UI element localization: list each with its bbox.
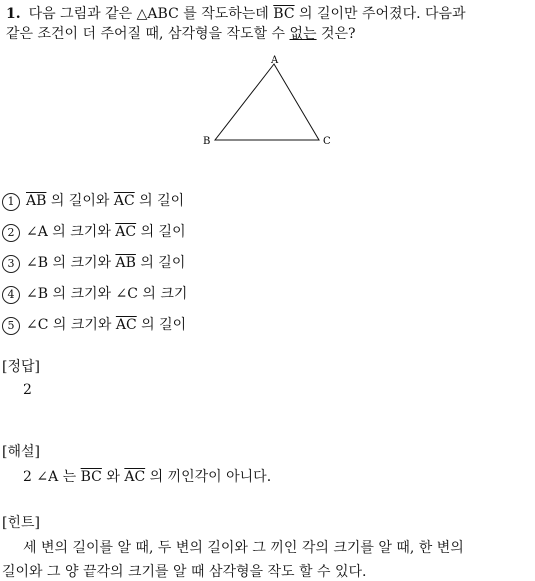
option-5[interactable] — [2, 314, 186, 335]
option-text-part: 의 길이 — [136, 317, 187, 333]
option-4[interactable] — [2, 283, 187, 304]
triangle-figure — [195, 52, 345, 152]
option-text-part: 의 길이와 — [46, 193, 114, 209]
option-number-mark[interactable]: 1 — [2, 193, 20, 211]
option-text-part: $\overline{AC}$ — [113, 193, 135, 209]
option-number-mark[interactable]: 2 — [2, 224, 20, 242]
explanation-part: 의 끼인각이 아니다. — [145, 469, 272, 485]
question-bc: $\overline{BC}$ — [273, 6, 295, 22]
hint-label: [힌트] — [2, 515, 40, 531]
explanation-part: 와 — [101, 469, 125, 485]
option-number-mark[interactable]: 4 — [2, 286, 20, 304]
option-1[interactable] — [2, 190, 184, 211]
question-number: 1. — [6, 6, 21, 22]
vertex-a-label: A — [271, 55, 279, 66]
option-text-part: $\overline{AB}$ — [26, 193, 47, 209]
triangle-abc — [215, 64, 319, 140]
answer-label: [정답] — [2, 359, 40, 375]
question-text-a: 다음 그림과 같은 △ABC 를 작도하는데 — [28, 6, 274, 22]
option-text-part: 의 길이 — [135, 255, 186, 271]
option-number-mark[interactable]: 3 — [2, 255, 20, 273]
question-text-b: 의 길이만 주어졌다. 다음과 — [294, 6, 466, 22]
explanation-part: 2 ∠A 는 — [23, 469, 81, 485]
vertex-c-label: C — [323, 136, 331, 147]
option-3[interactable] — [2, 252, 185, 273]
explanation-label: [해설] — [2, 444, 40, 460]
option-text-part: $\overline{AC}$ — [115, 224, 137, 240]
vertex-b-label: B — [203, 136, 211, 147]
question-line-1 — [6, 3, 466, 23]
hint-line-1: 세 변의 길이를 알 때, 두 변의 길이와 그 끼인 각의 크기를 알 때, 한 변의 — [23, 540, 464, 556]
option-2[interactable] — [2, 221, 186, 242]
option-text-part: ∠B 의 크기와 — [26, 255, 116, 271]
explanation-part: $\overline{BC}$ — [80, 469, 102, 485]
answer-value: 2 — [23, 382, 32, 398]
option-text-part: $\overline{AB}$ — [115, 255, 136, 271]
option-number-mark[interactable]: 5 — [2, 317, 20, 335]
option-text-part: ∠C 의 크기와 — [26, 317, 116, 333]
question-text-d: 것은? — [316, 26, 356, 42]
question-line-2 — [6, 23, 356, 43]
option-text-part: ∠B 의 크기와 ∠C 의 크기 — [26, 286, 188, 302]
explanation-text — [23, 466, 271, 486]
hint-line-2: 길이와 그 양 끝각의 크기를 알 때 삼각형을 작도 할 수 있다. — [2, 564, 367, 580]
question-underlined: 없는 — [289, 26, 317, 42]
explanation-part: $\overline{AC}$ — [124, 469, 146, 485]
option-text-part: ∠A 의 크기와 — [26, 224, 116, 240]
question-text-c: 같은 조건이 더 주어질 때, 삼각형을 작도할 수 — [6, 26, 290, 42]
option-text-part: 의 길이 — [136, 224, 186, 240]
option-text-part: $\overline{AC}$ — [115, 317, 137, 333]
option-text-part: 의 길이 — [134, 193, 185, 209]
